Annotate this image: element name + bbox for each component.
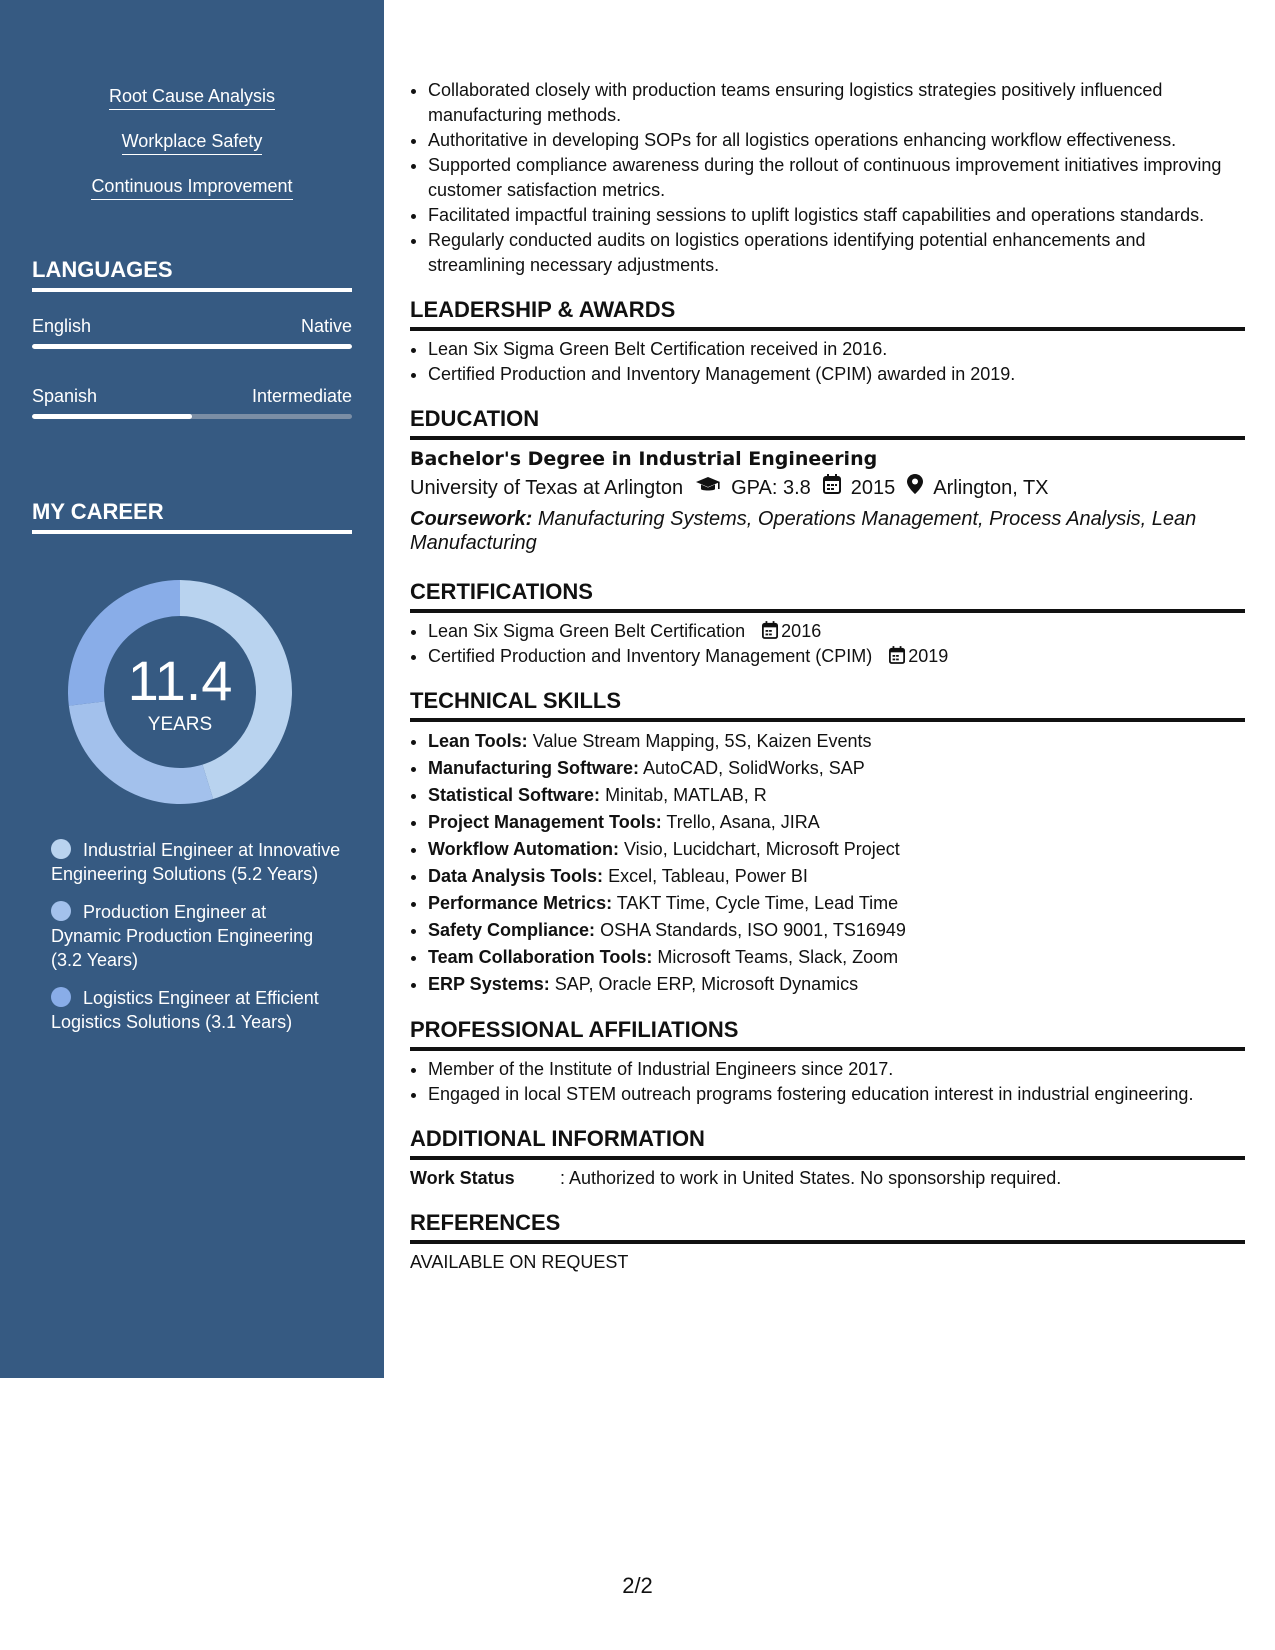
tech-skill-label: Workflow Automation: (428, 839, 619, 859)
tech-skill-item (428, 863, 1245, 890)
tech-skill-value: Microsoft Teams, Slack, Zoom (657, 947, 899, 967)
tech-skill-item (428, 890, 1245, 917)
career-years-unit: YEARS (147, 714, 213, 735)
experience-bullet: • Regularly conducted audits on logistics operations identifying potential enhancements and streamlining necessary adjustments. (428, 228, 1245, 278)
tech-skill-label: Manufacturing Software: (428, 758, 640, 778)
certification-year-wrap (889, 646, 948, 666)
tech-skill-item (428, 782, 1245, 809)
career-item (51, 900, 341, 972)
work-status-label: Work Status (410, 1168, 515, 1188)
tech-skill-label: Statistical Software: (428, 785, 601, 805)
additional-info-heading: ADDITIONAL INFORMATION (410, 1124, 1245, 1160)
career-item-text: Production Engineer at Dynamic Production Engineering (3.2 Years) (51, 902, 314, 970)
certification-year-wrap (762, 621, 821, 641)
leadership-list (410, 337, 1245, 387)
education-gpa: GPA: 3.8 (731, 477, 811, 499)
tech-skill-value: Excel, Tableau, Power BI (608, 866, 808, 886)
affiliations-heading: PROFESSIONAL AFFILIATIONS (410, 1015, 1245, 1051)
tech-skill-item (428, 836, 1245, 863)
language-name: English (32, 316, 92, 336)
certification-item (428, 644, 1245, 669)
language-row-spanish (32, 384, 352, 408)
experience-bullet: • Authoritative in developing SOPs for all logistics operations enhancing workflow effectiveness. (428, 128, 1245, 153)
career-list (51, 838, 341, 1048)
tech-skill-value: AutoCAD, SolidWorks, SAP (643, 758, 865, 778)
experience-bullet: • Supported compliance awareness during the rollout of continuous improvement initiatives improving customer satisfaction metrics. (428, 153, 1245, 203)
calendar-icon (762, 621, 778, 639)
certifications-list (410, 619, 1245, 669)
certification-name: Lean Six Sigma Green Belt Certification (428, 621, 746, 641)
tech-skill-value: Value Stream Mapping, 5S, Kaizen Events (532, 731, 872, 751)
language-level: Intermediate (251, 386, 352, 406)
career-item-text: Industrial Engineer at Innovative Engineering Solutions (5.2 Years) (51, 840, 341, 884)
tech-skill-value: OSHA Standards, ISO 9001, TS16949 (600, 920, 906, 940)
languages-heading: LANGUAGES (32, 255, 352, 292)
references-heading: REFERENCES (410, 1208, 1245, 1244)
location-pin-icon (907, 473, 923, 503)
skill-workplace-safety[interactable]: Workplace Safety (122, 129, 263, 155)
tech-skill-label: ERP Systems: (428, 974, 550, 994)
tech-skill-value: Visio, Lucidchart, Microsoft Project (624, 839, 900, 859)
coursework-label: Coursework: (410, 508, 533, 530)
certifications-heading: CERTIFICATIONS (410, 577, 1245, 613)
calendar-icon (823, 473, 841, 503)
certification-year: 2019 (908, 646, 949, 666)
language-bar-fill (32, 414, 192, 419)
career-item (51, 838, 341, 886)
main-content (410, 78, 1245, 1275)
technical-skills-list (410, 728, 1245, 998)
leadership-heading: LEADERSHIP & AWARDS (410, 295, 1245, 331)
page-number: 2/2 (622, 1573, 653, 1598)
skill-root-cause-analysis[interactable]: Root Cause Analysis (109, 84, 275, 110)
language-name: Spanish (32, 386, 98, 406)
education-meta (410, 473, 1245, 503)
language-bar-spanish (32, 414, 352, 419)
tech-skill-item (428, 728, 1245, 755)
tech-skill-label: Data Analysis Tools: (428, 866, 604, 886)
tech-skill-label: Safety Compliance: (428, 920, 596, 940)
tech-skill-value: SAP, Oracle ERP, Microsoft Dynamics (554, 974, 859, 994)
tech-skill-label: Team Collaboration Tools: (428, 947, 653, 967)
tech-skill-item (428, 971, 1245, 998)
education-coursework (410, 507, 1245, 555)
certification-name: Certified Production and Inventory Management (CPIM) (428, 646, 873, 666)
references-text: AVAILABLE ON REQUEST (410, 1252, 629, 1272)
career-legend-dot (51, 987, 71, 1007)
education-location: Arlington, TX (933, 477, 1049, 499)
tech-skill-value: Trello, Asana, JIRA (666, 812, 820, 832)
affiliation-item: • Engaged in local STEM outreach programs fostering education interest in industrial engineering. (428, 1082, 1245, 1107)
tech-skill-value: Minitab, MATLAB, R (605, 785, 767, 805)
experience-bullets (410, 78, 1245, 278)
education-year: 2015 (850, 477, 896, 499)
career-legend-dot (51, 901, 71, 921)
tech-skill-item (428, 917, 1245, 944)
technical-skills-heading: TECHNICAL SKILLS (410, 686, 1245, 722)
education-school: University of Texas at Arlington (410, 477, 684, 499)
experience-bullet: • Facilitated impactful training sessions to uplift logistics staff capabilities and operations standards. (428, 203, 1245, 228)
graduation-cap-icon (695, 473, 721, 503)
tech-skill-label: Project Management Tools: (428, 812, 662, 832)
career-heading: MY CAREER (32, 497, 352, 534)
calendar-icon (889, 646, 905, 664)
tech-skill-value: TAKT Time, Cycle Time, Lead Time (616, 893, 899, 913)
tech-skill-item (428, 944, 1245, 971)
skills-list (0, 84, 384, 219)
language-bar-fill (32, 344, 352, 349)
work-status-row (410, 1166, 1245, 1191)
sidebar (0, 0, 384, 1378)
experience-bullet: • Collaborated closely with production teams ensuring logistics strategies positively influenced manufacturing methods. (428, 78, 1245, 128)
tech-skill-item (428, 809, 1245, 836)
language-level: Native (300, 316, 352, 336)
career-item (51, 986, 341, 1034)
skill-continuous-improvement[interactable]: Continuous Improvement (91, 174, 292, 200)
leadership-item: • Lean Six Sigma Green Belt Certification received in 2016. (428, 337, 1245, 362)
tech-skill-label: Performance Metrics: (428, 893, 613, 913)
tech-skill-item (428, 755, 1245, 782)
coursework-text: Manufacturing Systems, Operations Management, Process Analysis, Lean Manufacturing (410, 508, 1197, 554)
career-total-years: 11.4 (127, 649, 233, 712)
affiliations-list (410, 1057, 1245, 1107)
education-heading: EDUCATION (410, 404, 1245, 440)
education-degree: Bachelor's Degree in Industrial Engineering (410, 448, 878, 470)
tech-skill-label: Lean Tools: (428, 731, 528, 751)
career-donut-chart (64, 576, 296, 808)
career-legend-dot (51, 839, 71, 859)
career-item-text: Logistics Engineer at Efficient Logistics Solutions (3.1 Years) (51, 988, 319, 1032)
certification-item (428, 619, 1245, 644)
work-status-value: : Authorized to work in United States. No sponsorship required. (560, 1168, 1062, 1188)
language-row-english (32, 314, 352, 338)
leadership-item: • Certified Production and Inventory Management (CPIM) awarded in 2019. (428, 362, 1245, 387)
affiliation-item: • Member of the Institute of Industrial Engineers since 2017. (428, 1057, 1245, 1082)
language-bar-english (32, 344, 352, 349)
certification-year: 2016 (781, 621, 822, 641)
